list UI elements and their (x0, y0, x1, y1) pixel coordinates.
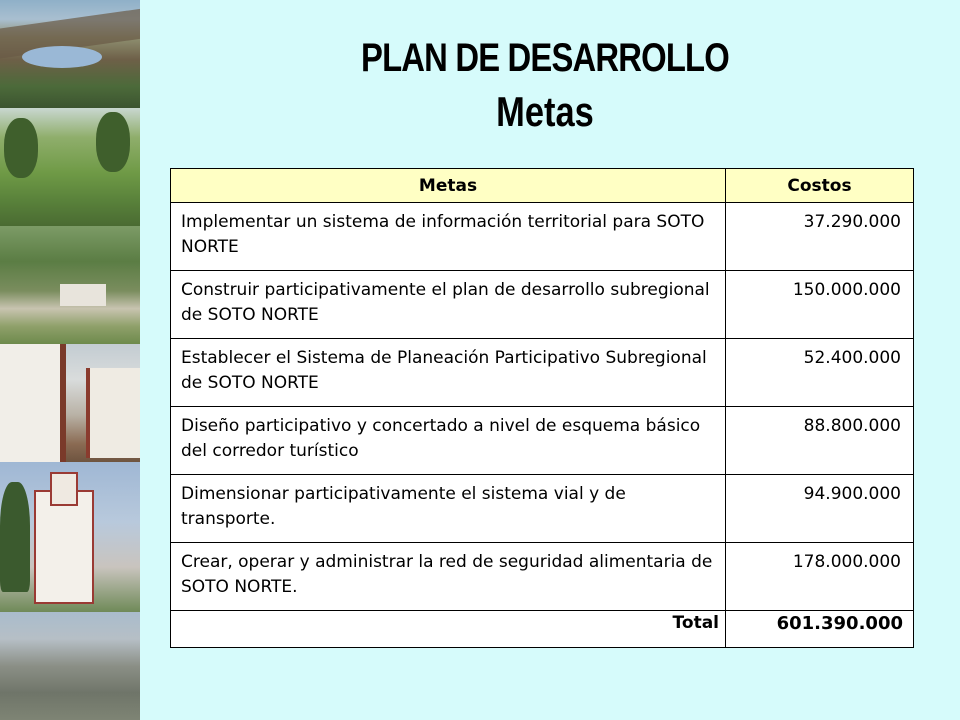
goals-table (170, 168, 914, 648)
goal-cell: Dimensionar participativamente el sistema vial y de transporte. (171, 475, 726, 543)
header-metas: Metas (171, 169, 726, 203)
table-row (171, 475, 914, 543)
photo-mountains (0, 612, 140, 720)
page-title: PLAN DE DESARROLLO (361, 36, 729, 80)
page-subtitle: Metas (496, 88, 594, 135)
total-value: 601.390.000 (726, 611, 914, 648)
photo-valley-town (0, 226, 140, 344)
table-row (171, 543, 914, 611)
table-header-row (171, 169, 914, 203)
cost-cell: 37.290.000 (726, 203, 914, 271)
goal-cell: Construir participativamente el plan de desarrollo subregional de SOTO NORTE (171, 271, 726, 339)
table-row (171, 271, 914, 339)
goal-cell: Establecer el Sistema de Planeación Participativo Subregional de SOTO NORTE (171, 339, 726, 407)
total-row (171, 611, 914, 648)
header-costos: Costos (726, 169, 914, 203)
photo-lake-landscape (0, 0, 140, 108)
total-label: Total (171, 611, 726, 648)
table-row (171, 203, 914, 271)
cost-cell: 88.800.000 (726, 407, 914, 475)
photo-church (0, 462, 140, 612)
cost-cell: 94.900.000 (726, 475, 914, 543)
goal-cell: Implementar un sistema de información territorial para SOTO NORTE (171, 203, 726, 271)
cost-cell: 52.400.000 (726, 339, 914, 407)
photo-green-pasture (0, 108, 140, 226)
cost-cell: 150.000.000 (726, 271, 914, 339)
goal-cell: Diseño participativo y concertado a nivel de esquema básico del corredor turístico (171, 407, 726, 475)
goal-cell: Crear, operar y administrar la red de seguridad alimentaria de SOTO NORTE. (171, 543, 726, 611)
photo-strip (0, 0, 140, 720)
photo-colonial-street (0, 344, 140, 462)
cost-cell: 178.000.000 (726, 543, 914, 611)
table-row (171, 407, 914, 475)
table-row (171, 339, 914, 407)
